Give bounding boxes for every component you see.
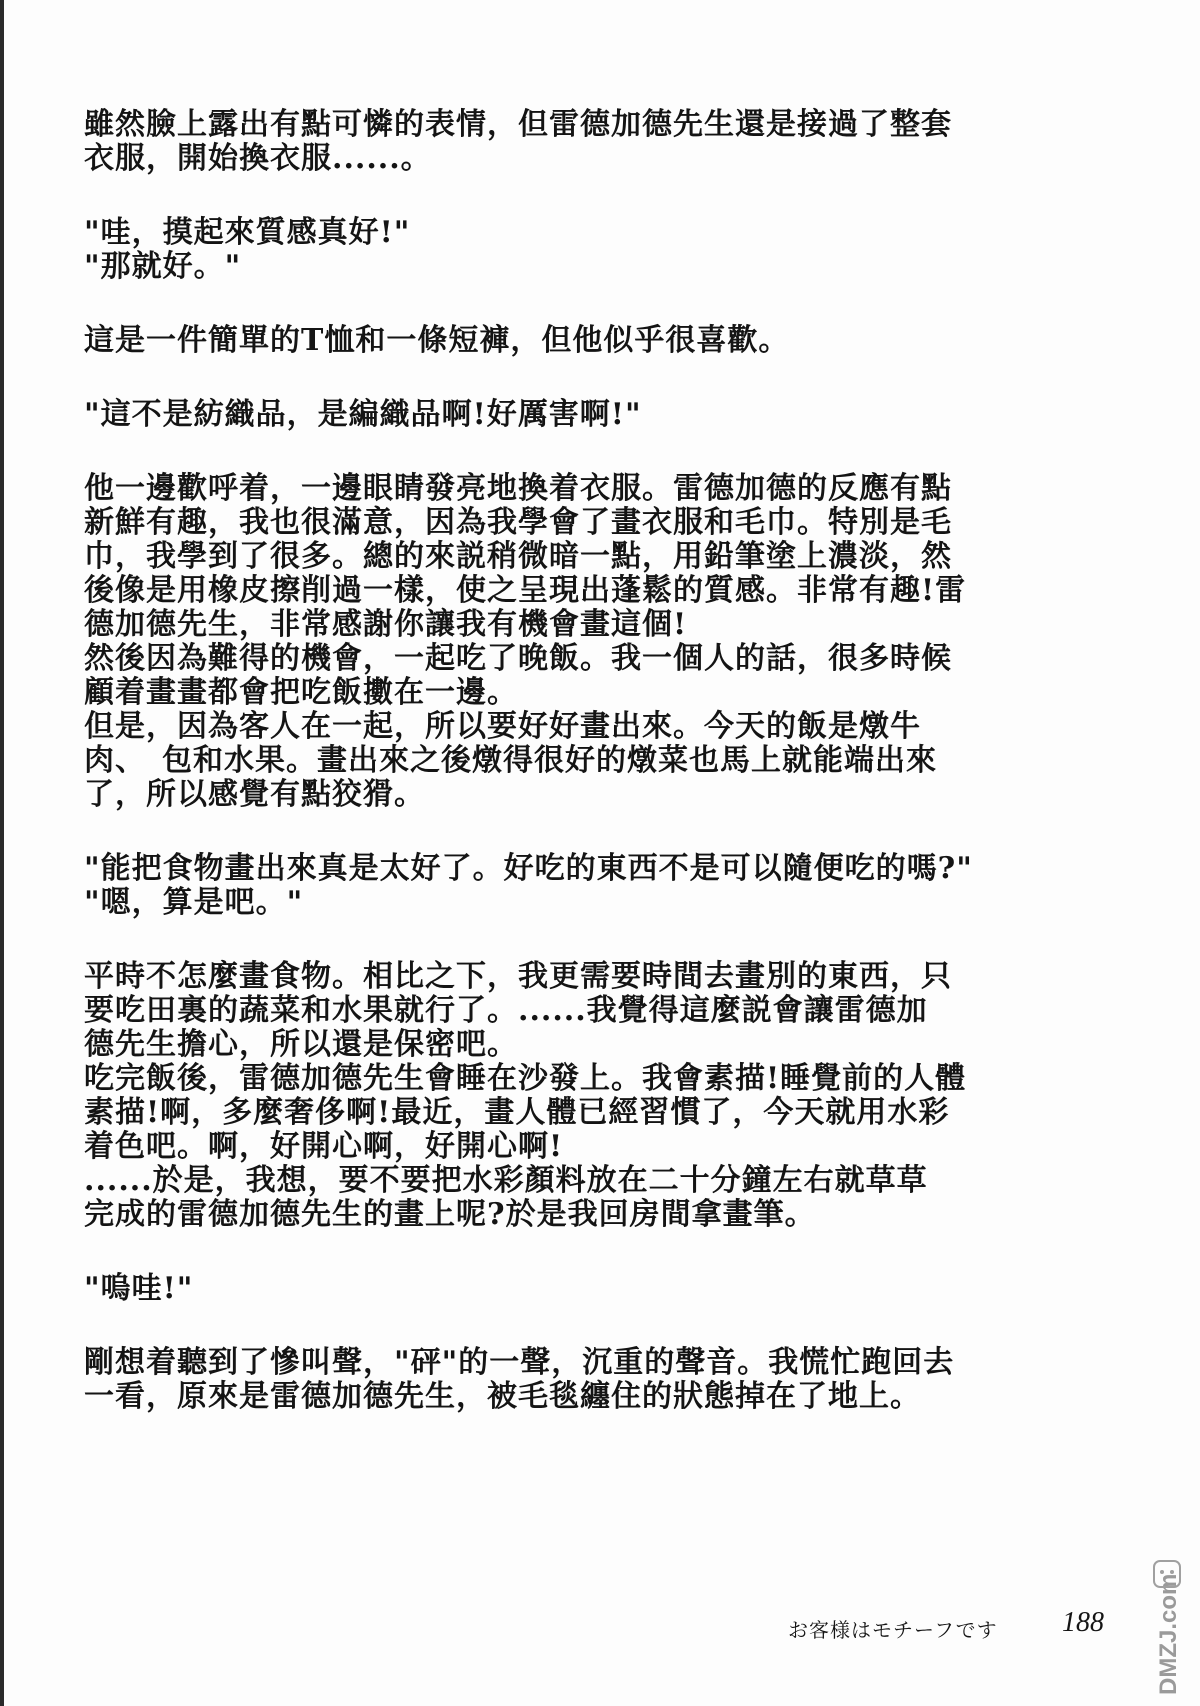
paragraph <box>84 108 1134 176</box>
text-line: 衣服，開始換衣服......。 <box>84 141 432 176</box>
paragraph <box>84 472 1134 812</box>
text-line: 肉、 包和水果。畫出來之後燉得很好的燉菜也馬上就能端出來 <box>84 743 937 778</box>
text-line: "哇，摸起來質感真好!" <box>84 215 411 250</box>
paragraph <box>84 960 1134 1232</box>
text-line: 素描!啊，多麼奢侈啊!最近，畫人體已經習慣了，今天就用水彩 <box>84 1095 950 1130</box>
text-line: 新鮮有趣，我也很滿意，因為我學會了畫衣服和毛巾。特別是毛 <box>84 505 952 540</box>
paragraph <box>84 1346 1134 1414</box>
text-line: 剛想着聽到了慘叫聲，"砰"的一聲，沉重的聲音。我慌忙跑回去 <box>84 1345 955 1380</box>
text-line: 一看，原來是雷德加德先生，被毛毯纏住的狀態掉在了地上。 <box>84 1379 921 1414</box>
text-line: "這不是紡織品，是編織品啊!好厲害啊!" <box>84 397 642 432</box>
text-line: 但是，因為客人在一起，所以要好好畫出來。今天的飯是燉牛 <box>84 709 921 744</box>
dialogue <box>84 398 1134 432</box>
text-line: 後像是用橡皮擦削過一樣，使之呈現出蓬鬆的質感。非常有趣!雷 <box>84 573 967 608</box>
text-line: "能把食物畫出來真是太好了。好吃的東西不是可以隨便吃的嗎?" <box>84 851 973 886</box>
footer-book-title: お客様はモチーフです <box>788 1618 998 1642</box>
page-number: 188 <box>1062 1607 1104 1638</box>
text-line: 顧着畫畫都會把吃飯擻在一邊。 <box>84 675 518 710</box>
text-line: 這是一件簡單的T恤和一條短褲，但他似乎很喜歡。 <box>84 323 790 358</box>
text-line: 吃完飯後，雷德加德先生會睡在沙發上。我會素描!睡覺前的人體 <box>84 1061 967 1096</box>
text-line: 了，所以感覺有點狡猾。 <box>84 777 425 812</box>
paragraph <box>84 324 1134 358</box>
dialogue <box>84 852 1134 920</box>
dmzj-watermark-icon <box>1148 1555 1188 1695</box>
body-text <box>84 108 1134 1414</box>
text-line: 德先生擔心，所以還是保密吧。 <box>84 1027 518 1062</box>
page-edge-shadow <box>0 0 4 1706</box>
text-line: 雖然臉上露出有點可憐的表情，但雷德加德先生還是接過了整套 <box>84 107 952 142</box>
dialogue <box>84 1272 1134 1306</box>
text-line: 着色吧。啊，好開心啊，好開心啊! <box>84 1129 564 1164</box>
text-line: 完成的雷德加德先生的畫上呢?於是我回房間拿畫筆。 <box>84 1197 816 1232</box>
text-line: "嗚哇!" <box>84 1271 194 1306</box>
text-line: 他一邊歡呼着，一邊眼睛發亮地換着衣服。雷德加德的反應有點 <box>84 471 952 506</box>
text-line: "嗯，算是吧。" <box>84 885 304 920</box>
dialogue <box>84 216 1134 284</box>
text-line: 要吃田裏的蔬菜和水果就行了。......我覺得這麼説會讓雷德加 <box>84 993 928 1028</box>
watermark-text: DMZJ.com <box>1155 1573 1182 1695</box>
text-line: 巾，我學到了很多。總的來説稍微暗一點，用鉛筆塗上濃淡，然 <box>84 539 952 574</box>
text-line: "那就好。" <box>84 249 242 284</box>
text-line: 德加德先生，非常感謝你讓我有機會畫這個! <box>84 607 688 642</box>
text-line: 平時不怎麼畫食物。相比之下，我更需要時間去畫別的東西，只 <box>84 959 952 994</box>
watermark-logo-icon <box>1148 1555 1188 1695</box>
text-line: ......於是，我想，要不要把水彩顏料放在二十分鐘左右就草草 <box>84 1163 928 1198</box>
text-line: 然後因為難得的機會，一起吃了晚飯。我一個人的話，很多時候 <box>84 641 952 676</box>
